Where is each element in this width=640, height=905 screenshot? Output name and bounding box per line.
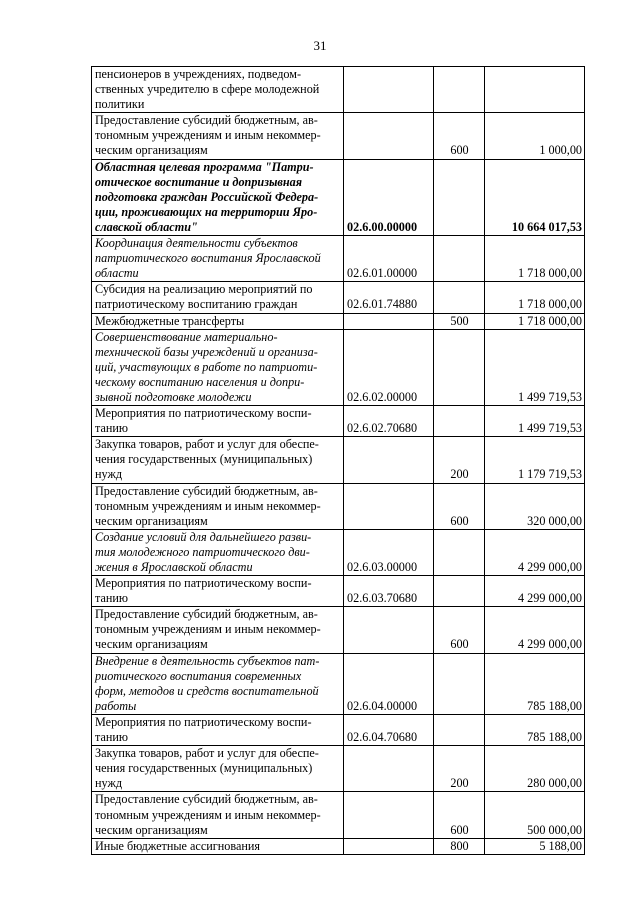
row-sum-cell: 1 499 719,53: [485, 329, 585, 405]
page-number: 31: [313, 38, 327, 53]
row-code-cell: 02.6.00.00000: [344, 159, 434, 235]
row-name-cell: Закупка товаров, работ и услуг для обеспе- чения государственных (муниципальных) нужд: [92, 437, 344, 483]
row-name-cell: Мероприятия по патриотическому воспи- танию: [92, 714, 344, 745]
row-type-cell: [434, 329, 485, 405]
row-type-cell: 500: [434, 313, 485, 329]
row-sum-cell: 280 000,00: [485, 746, 585, 792]
row-type-cell: [434, 159, 485, 235]
row-name-cell: Субсидия на реализацию мероприятий по патриотическому воспитанию граждан: [92, 282, 344, 313]
row-name-cell: Иные бюджетные ассигнования: [92, 838, 344, 854]
row-sum-cell: 1 499 719,53: [485, 406, 585, 437]
row-type-cell: 600: [434, 607, 485, 653]
table-row: [92, 576, 585, 607]
row-sum-cell: 1 718 000,00: [485, 313, 585, 329]
row-code-cell: [344, 838, 434, 854]
table-row: [92, 607, 585, 653]
row-sum-cell: 5 188,00: [485, 838, 585, 854]
table-row: [92, 746, 585, 792]
table-row: [92, 113, 585, 159]
row-sum-cell: [485, 67, 585, 113]
row-type-cell: 200: [434, 746, 485, 792]
table-row: [92, 313, 585, 329]
row-name-cell: пенсионеров в учреждениях, подведом- ственных учредителю в сфере молодежной политики: [92, 67, 344, 113]
table-row: [92, 838, 585, 854]
row-name-cell: Закупка товаров, работ и услуг для обеспе- чения государственных (муниципальных) нужд: [92, 746, 344, 792]
subprogram-row: [92, 653, 585, 714]
row-type-cell: 600: [434, 113, 485, 159]
row-code-cell: [344, 67, 434, 113]
row-type-cell: [434, 67, 485, 113]
table-row: [92, 67, 585, 113]
budget-table: [91, 66, 585, 855]
row-name-cell: Координация деятельности субъектов патриотического воспитания Ярославской области: [92, 236, 344, 282]
row-type-cell: 800: [434, 838, 485, 854]
row-name-cell: Предоставление субсидий бюджетным, ав- тономным учреждениям и иным некоммер- ческим организациям: [92, 113, 344, 159]
row-sum-cell: 4 299 000,00: [485, 576, 585, 607]
row-sum-cell: 10 664 017,53: [485, 159, 585, 235]
row-type-cell: 200: [434, 437, 485, 483]
row-type-cell: [434, 529, 485, 575]
row-code-cell: [344, 792, 434, 838]
row-sum-cell: 320 000,00: [485, 483, 585, 529]
row-name-cell: Создание условий для дальнейшего разви- тия молодежного патриотического дви- жения в Ярославской области: [92, 529, 344, 575]
row-name-cell: Мероприятия по патриотическому воспи- танию: [92, 576, 344, 607]
row-code-cell: 02.6.03.70680: [344, 576, 434, 607]
row-code-cell: [344, 113, 434, 159]
table-row: [92, 282, 585, 313]
row-name-cell: Предоставление субсидий бюджетным, ав- тономным учреждениям и иным некоммер- ческим организациям: [92, 792, 344, 838]
row-name-cell: Совершенствование материально- технической базы учреждений и организа- ций, участвующих в работе по патриоти- ческому воспитанию населения и допри- зывной подготовке молодежи: [92, 329, 344, 405]
row-name-cell: Предоставление субсидий бюджетным, ав- тономным учреждениям и иным некоммер- ческим организациям: [92, 483, 344, 529]
table-row: [92, 714, 585, 745]
program-row: [92, 159, 585, 235]
row-code-cell: 02.6.04.00000: [344, 653, 434, 714]
table-row: [92, 406, 585, 437]
row-code-cell: [344, 437, 434, 483]
row-type-cell: [434, 406, 485, 437]
row-type-cell: [434, 576, 485, 607]
subprogram-row: [92, 529, 585, 575]
row-code-cell: 02.6.03.00000: [344, 529, 434, 575]
row-sum-cell: 4 299 000,00: [485, 607, 585, 653]
row-sum-cell: 1 718 000,00: [485, 282, 585, 313]
row-sum-cell: 1 179 719,53: [485, 437, 585, 483]
row-type-cell: 600: [434, 483, 485, 529]
row-type-cell: [434, 236, 485, 282]
row-name-cell: Областная целевая программа "Патри- отическое воспитание и допризывная подготовка граждан Российской Федера- ции, проживающих на территории Яро- славской области": [92, 159, 344, 235]
row-code-cell: 02.6.04.70680: [344, 714, 434, 745]
row-sum-cell: 1 718 000,00: [485, 236, 585, 282]
row-code-cell: [344, 746, 434, 792]
row-name-cell: Мероприятия по патриотическому воспи- танию: [92, 406, 344, 437]
row-sum-cell: 1 000,00: [485, 113, 585, 159]
row-code-cell: 02.6.02.70680: [344, 406, 434, 437]
row-sum-cell: 4 299 000,00: [485, 529, 585, 575]
row-sum-cell: 500 000,00: [485, 792, 585, 838]
row-code-cell: 02.6.01.00000: [344, 236, 434, 282]
row-code-cell: [344, 313, 434, 329]
table-row: [92, 792, 585, 838]
row-type-cell: [434, 653, 485, 714]
table-row: [92, 437, 585, 483]
row-sum-cell: 785 188,00: [485, 653, 585, 714]
row-code-cell: 02.6.02.00000: [344, 329, 434, 405]
row-type-cell: [434, 282, 485, 313]
subprogram-row: [92, 236, 585, 282]
table-row: [92, 483, 585, 529]
row-type-cell: 600: [434, 792, 485, 838]
budget-table-body: [92, 67, 585, 855]
row-name-cell: Предоставление субсидий бюджетным, ав- тономным учреждениям и иным некоммер- ческим организациям: [92, 607, 344, 653]
row-code-cell: [344, 607, 434, 653]
row-name-cell: Межбюджетные трансферты: [92, 313, 344, 329]
row-name-cell: Внедрение в деятельность субъектов пат- риотического воспитания современных форм, методов и средств воспитательной работы: [92, 653, 344, 714]
row-sum-cell: 785 188,00: [485, 714, 585, 745]
row-code-cell: 02.6.01.74880: [344, 282, 434, 313]
row-code-cell: [344, 483, 434, 529]
subprogram-row: [92, 329, 585, 405]
row-type-cell: [434, 714, 485, 745]
